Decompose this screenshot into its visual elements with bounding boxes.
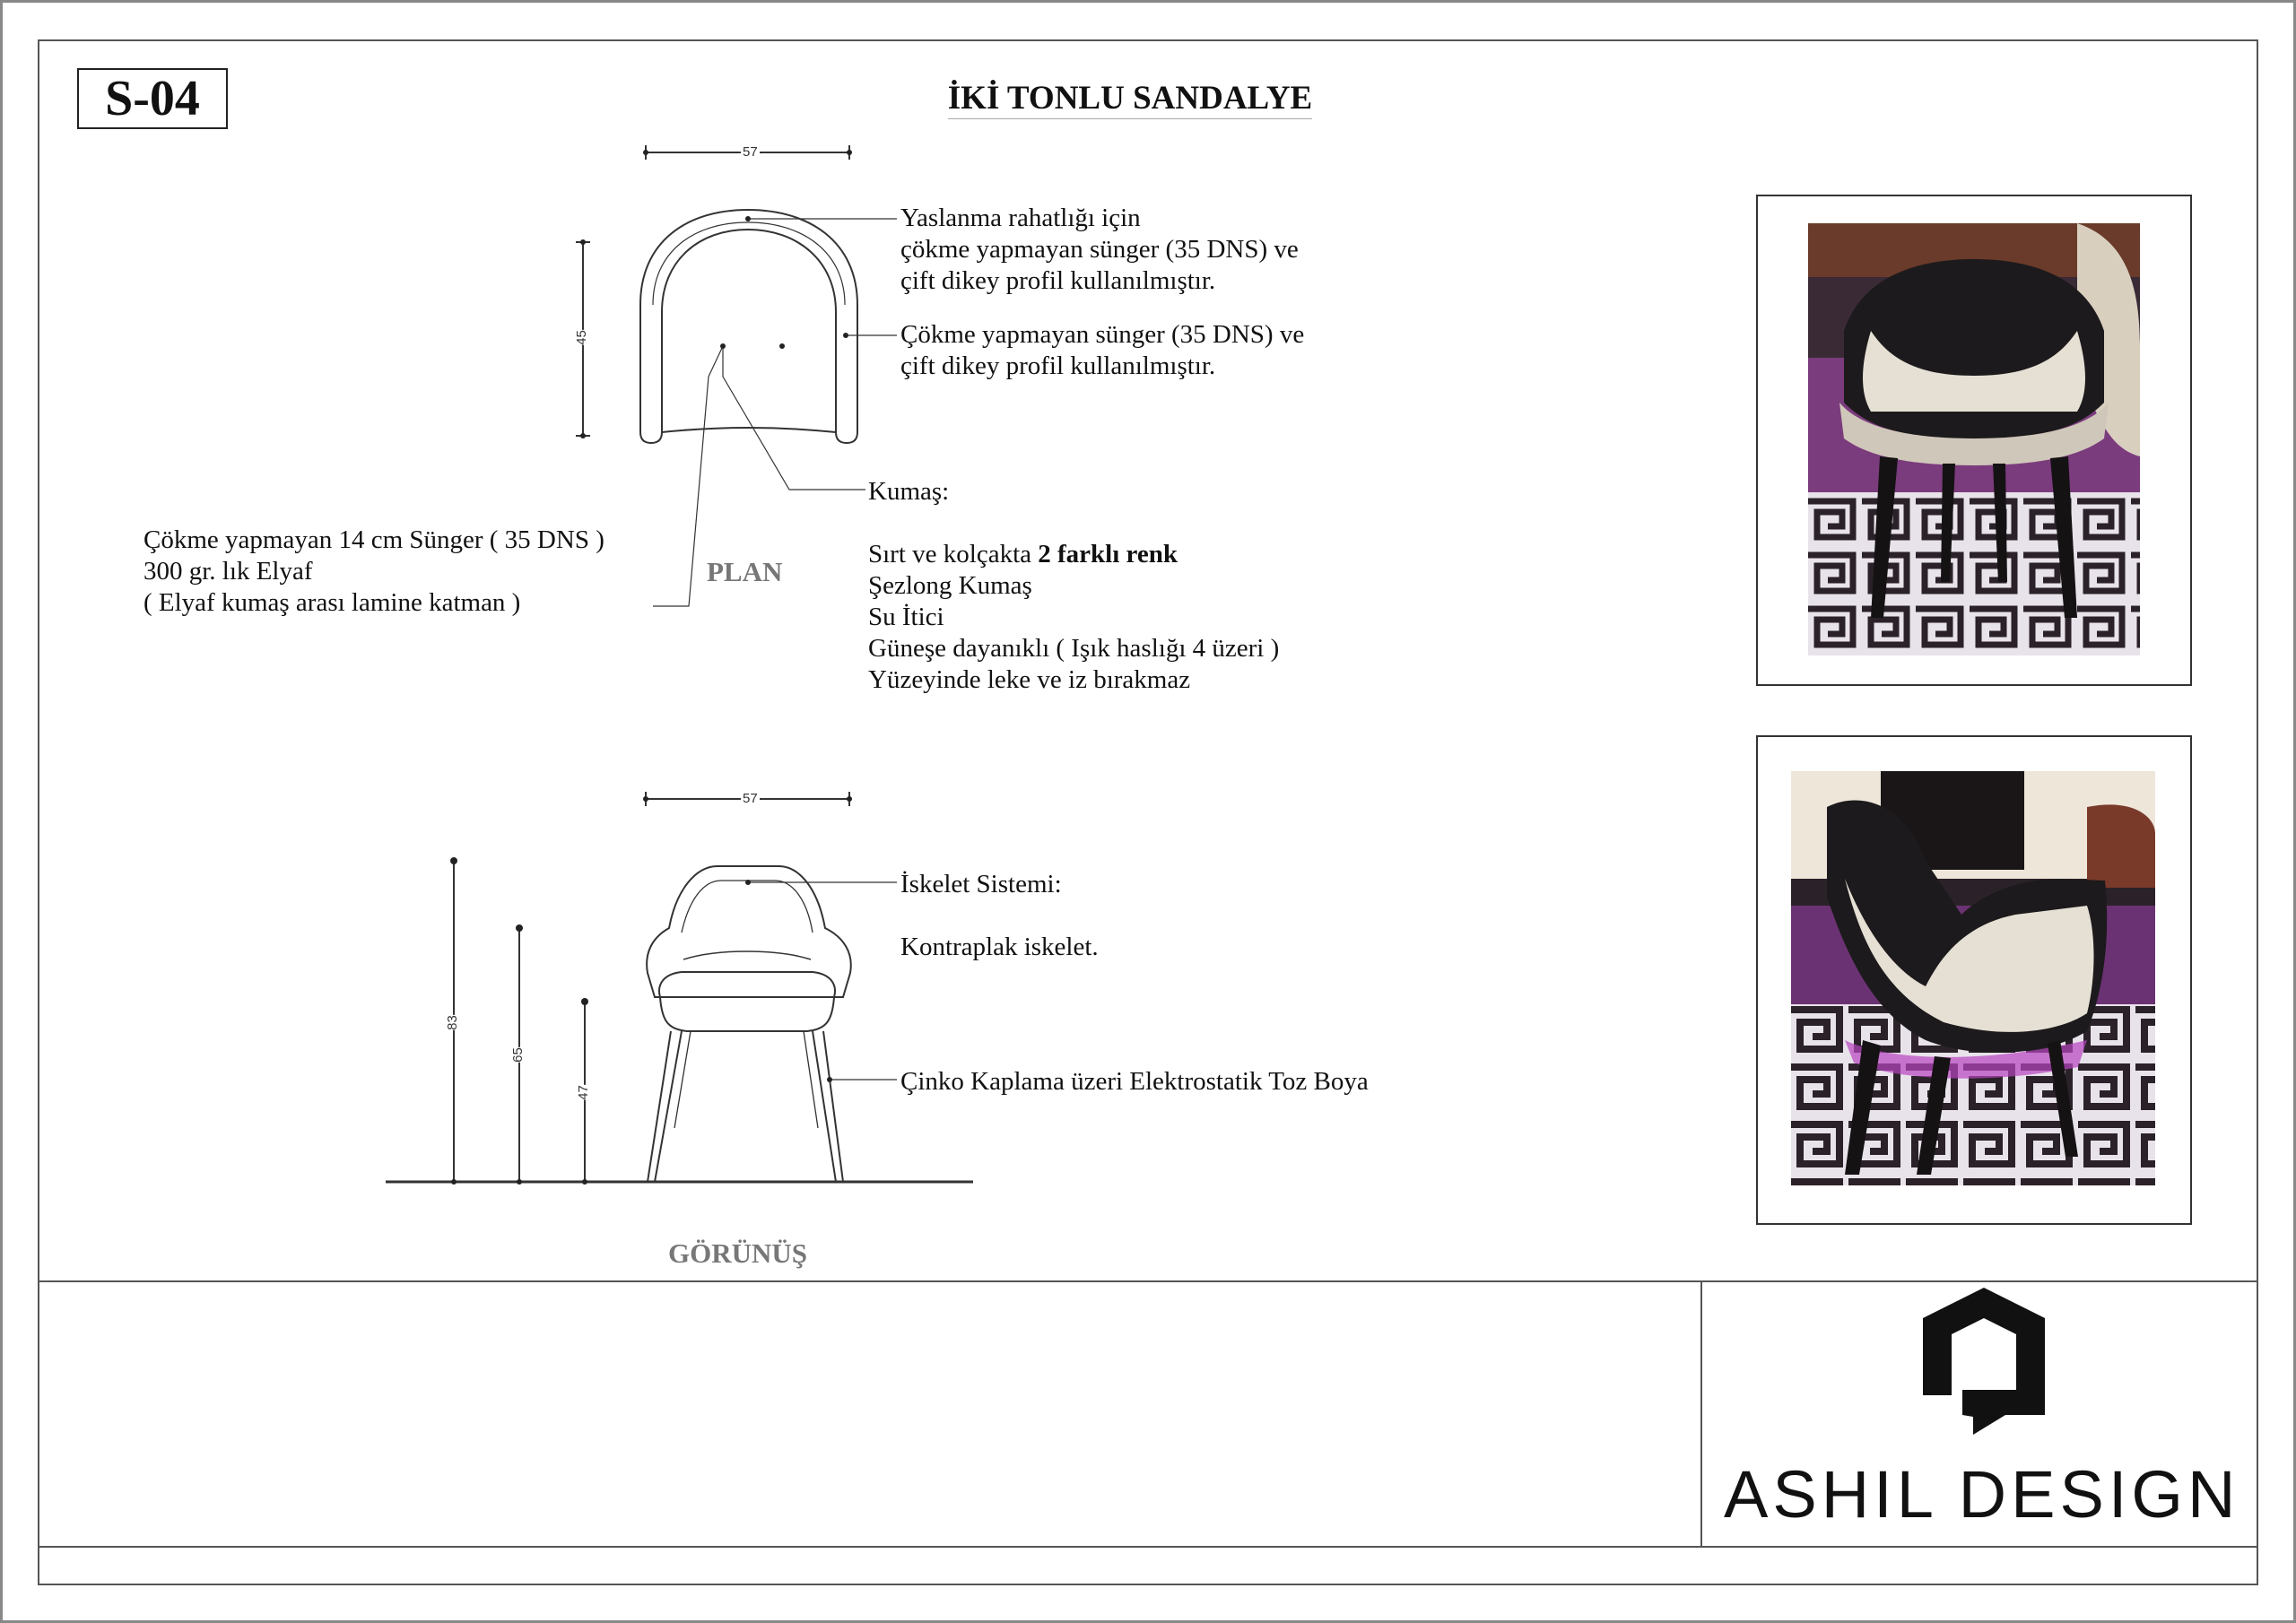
plan-label: PLAN bbox=[707, 556, 783, 587]
plan-depth-dim-text: 45 bbox=[573, 330, 589, 345]
note-line: Çökme yapmayan sünger (35 DNS) ve bbox=[900, 320, 1305, 349]
brand-name: ASHIL DESIGN bbox=[1724, 1457, 2240, 1532]
elev-width-dim-text: 57 bbox=[743, 791, 758, 806]
note-line: çökme yapmayan sünger (35 DNS) ve bbox=[900, 235, 1299, 264]
elev-height-83-text: 83 bbox=[444, 1015, 460, 1030]
sheet-title-text: İKİ TONLU SANDALYE bbox=[948, 80, 1312, 119]
frame-title: İskelet Sistemi: bbox=[900, 870, 1062, 898]
frame-desc: Kontraplak iskelet. bbox=[900, 933, 1099, 961]
note-line: ( Elyaf kumaş arası lamine katman ) bbox=[144, 588, 521, 617]
note-line: Su İtici bbox=[868, 603, 944, 631]
elev-height-65-text: 65 bbox=[509, 1047, 526, 1063]
note-line: Yaslanma rahatlığı için bbox=[900, 204, 1141, 232]
plan-width-dim-text: 57 bbox=[743, 144, 758, 160]
note-line: Güneşe dayanıklı ( Işık haslığı 4 üzeri ) bbox=[868, 634, 1280, 663]
sheet-code: S-04 bbox=[77, 68, 228, 129]
note-line: çift dikey profil kullanılmıştır. bbox=[900, 266, 1216, 295]
note-line: Çökme yapmayan 14 cm Sünger ( 35 DNS ) bbox=[144, 525, 604, 554]
fabric-line-prefix: Sırt ve kolçakta bbox=[868, 540, 1039, 568]
fabric-line-bold: 2 farklı renk bbox=[1038, 540, 1178, 568]
elev-height-47-text: 47 bbox=[575, 1085, 591, 1100]
fabric-title: Kumaş: bbox=[868, 477, 950, 506]
note-line: Yüzeyinde leke ve iz bırakmaz bbox=[868, 665, 1191, 694]
elevation-label: GÖRÜNÜŞ bbox=[668, 1237, 808, 1269]
note-line: 300 gr. lık Elyaf bbox=[144, 557, 313, 586]
note-line: çift dikey profil kullanılmıştır. bbox=[900, 352, 1216, 380]
leg-note: Çinko Kaplama üzeri Elektrostatik Toz Boya bbox=[900, 1067, 1369, 1096]
note-line: Şezlong Kumaş bbox=[868, 571, 1032, 600]
